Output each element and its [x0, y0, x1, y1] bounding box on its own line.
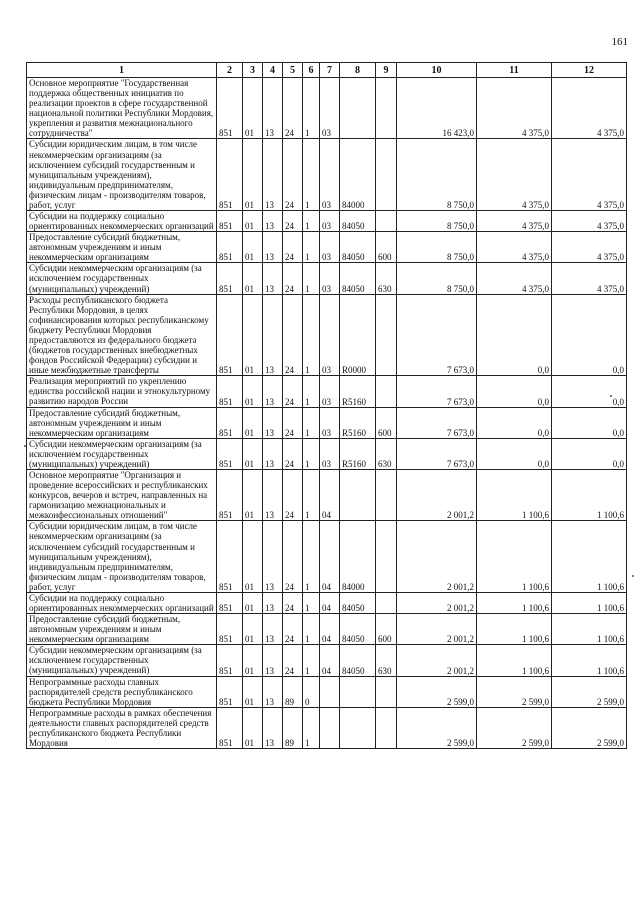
cell-col-12: 1 100,6 — [552, 469, 627, 520]
cell-col-5: 24 — [283, 139, 303, 211]
cell-col-10: 7 673,0 — [397, 407, 477, 438]
cell-col-8: 84050 — [340, 232, 376, 263]
cell-col-8: 84050 — [340, 592, 376, 613]
cell-col-4: 13 — [263, 707, 283, 748]
cell-col-10: 7 673,0 — [397, 438, 477, 469]
cell-col-4: 13 — [263, 438, 283, 469]
header-col-2: 2 — [217, 63, 243, 78]
cell-col-10: 2 001,2 — [397, 645, 477, 676]
table-row — [27, 645, 627, 676]
cell-col-8: 84050 — [340, 645, 376, 676]
cell-col-10: 2 001,2 — [397, 521, 477, 593]
cell-col-2: 851 — [217, 469, 243, 520]
cell-col-10: 2 001,2 — [397, 592, 477, 613]
cell-col-9: 630 — [376, 645, 397, 676]
cell-col-7 — [320, 707, 340, 748]
cell-col-6: 1 — [303, 211, 320, 232]
cell-col-12: 1 100,6 — [552, 521, 627, 593]
cell-col-2: 851 — [217, 645, 243, 676]
cell-col-11: 1 100,6 — [477, 645, 552, 676]
cell-col-2: 851 — [217, 676, 243, 707]
cell-col-11: 2 599,0 — [477, 707, 552, 748]
header-col-4: 4 — [263, 63, 283, 78]
cell-col-2: 851 — [217, 438, 243, 469]
cell-col-11: 1 100,6 — [477, 614, 552, 645]
cell-col-10: 7 673,0 — [397, 294, 477, 376]
cell-col-12: 0,0 — [552, 438, 627, 469]
cell-col-7: 03 — [320, 376, 340, 407]
table-row — [27, 232, 627, 263]
cell-col-9: 630 — [376, 438, 397, 469]
cell-col-12: 4 375,0 — [552, 78, 627, 139]
cell-col-3: 01 — [243, 645, 263, 676]
header-col-10: 10 — [397, 63, 477, 78]
cell-col-6: 1 — [303, 438, 320, 469]
cell-col-9: 600 — [376, 614, 397, 645]
cell-col-9 — [376, 211, 397, 232]
cell-col-11: 4 375,0 — [477, 263, 552, 294]
cell-col-4: 13 — [263, 521, 283, 593]
cell-col-3: 01 — [243, 407, 263, 438]
table-row — [27, 294, 627, 376]
cell-col-8: R0000 — [340, 294, 376, 376]
cell-col-9 — [376, 592, 397, 613]
cell-col-2: 851 — [217, 614, 243, 645]
cell-col-2: 851 — [217, 78, 243, 139]
cell-col-7: 04 — [320, 645, 340, 676]
cell-col-4: 13 — [263, 469, 283, 520]
cell-col-8: 84050 — [340, 211, 376, 232]
cell-col-4: 13 — [263, 232, 283, 263]
cell-col-7: 04 — [320, 614, 340, 645]
cell-col-2: 851 — [217, 294, 243, 376]
cell-col-7: 03 — [320, 294, 340, 376]
cell-col-12: 4 375,0 — [552, 211, 627, 232]
cell-col-8: R5160 — [340, 407, 376, 438]
cell-name: Основное мероприятие "Государственная поддержка общественных инициатив по реализации проектов в сфере государственной национальной политики Республики Мордовия, укрепления и развития межнационального сотрудничества" — [27, 78, 217, 139]
cell-col-9 — [376, 469, 397, 520]
table-row — [27, 592, 627, 613]
cell-col-4: 13 — [263, 263, 283, 294]
cell-name: Предоставление субсидий бюджетным, автономным учреждениям и иным некоммерческим организациям — [27, 407, 217, 438]
cell-col-5: 89 — [283, 676, 303, 707]
cell-name: Непрограммные расходы главных распорядителей средств республиканского бюджета Республики Мордовия — [27, 676, 217, 707]
cell-col-2: 851 — [217, 263, 243, 294]
cell-col-3: 01 — [243, 469, 263, 520]
header-col-6: 6 — [303, 63, 320, 78]
cell-name: Непрограммные расходы в рамках обеспечения деятельности главных распорядителей средств республиканского бюджета Республики Мордовия — [27, 707, 217, 748]
cell-col-3: 01 — [243, 78, 263, 139]
cell-col-11: 4 375,0 — [477, 211, 552, 232]
cell-col-2: 851 — [217, 376, 243, 407]
scan-speck — [610, 395, 612, 397]
cell-col-5: 24 — [283, 521, 303, 593]
cell-col-7: 04 — [320, 469, 340, 520]
cell-col-12: 0,0 — [552, 407, 627, 438]
cell-col-8 — [340, 676, 376, 707]
cell-name: Субсидии некоммерческим организациям (за исключением государственных (муниципальных) учреждений) — [27, 438, 217, 469]
table-row — [27, 139, 627, 211]
cell-col-11: 0,0 — [477, 294, 552, 376]
cell-col-9 — [376, 294, 397, 376]
cell-col-5: 24 — [283, 263, 303, 294]
cell-col-6: 1 — [303, 263, 320, 294]
cell-col-10: 2 001,2 — [397, 614, 477, 645]
cell-col-12: 1 100,6 — [552, 592, 627, 613]
cell-col-7: 03 — [320, 263, 340, 294]
cell-col-4: 13 — [263, 407, 283, 438]
table-row — [27, 78, 627, 139]
cell-col-12: 0,0 — [552, 376, 627, 407]
cell-col-3: 01 — [243, 676, 263, 707]
header-col-11: 11 — [477, 63, 552, 78]
cell-col-6: 1 — [303, 407, 320, 438]
cell-col-6: 0 — [303, 676, 320, 707]
cell-col-2: 851 — [217, 592, 243, 613]
cell-col-11: 4 375,0 — [477, 232, 552, 263]
cell-col-3: 01 — [243, 521, 263, 593]
cell-name: Субсидии юридическим лицам, в том числе некоммерческим организациям (за исключением субсидий государственным и муниципальным учреждениям), индивидуальным предпринимателям, физическим лицам - производителям товаров, работ, услуг — [27, 521, 217, 593]
cell-col-9 — [376, 78, 397, 139]
cell-col-12: 4 375,0 — [552, 139, 627, 211]
cell-col-6: 1 — [303, 78, 320, 139]
header-col-3: 3 — [243, 63, 263, 78]
cell-col-12: 2 599,0 — [552, 707, 627, 748]
cell-name: Субсидии некоммерческим организациям (за исключением государственных (муниципальных) учреждений) — [27, 645, 217, 676]
cell-name: Субсидии на поддержку социально ориентированных некоммерческих организаций — [27, 592, 217, 613]
cell-col-7: 03 — [320, 407, 340, 438]
cell-col-4: 13 — [263, 78, 283, 139]
cell-col-6: 1 — [303, 707, 320, 748]
cell-col-10: 16 423,0 — [397, 78, 477, 139]
cell-col-10: 8 750,0 — [397, 139, 477, 211]
cell-col-6: 1 — [303, 232, 320, 263]
table-row — [27, 676, 627, 707]
table-body — [27, 78, 627, 749]
cell-col-6: 1 — [303, 294, 320, 376]
cell-name: Реализация мероприятий по укреплению единства российской нации и этнокультурному развитию народов России — [27, 376, 217, 407]
cell-col-5: 24 — [283, 294, 303, 376]
cell-col-6: 1 — [303, 376, 320, 407]
cell-col-10: 8 750,0 — [397, 232, 477, 263]
page-number: 161 — [611, 36, 628, 48]
cell-col-11: 1 100,6 — [477, 469, 552, 520]
cell-col-9 — [376, 707, 397, 748]
cell-col-3: 01 — [243, 707, 263, 748]
cell-col-11: 4 375,0 — [477, 139, 552, 211]
cell-col-7: 03 — [320, 438, 340, 469]
cell-col-9: 600 — [376, 232, 397, 263]
cell-col-6: 1 — [303, 614, 320, 645]
cell-col-3: 01 — [243, 376, 263, 407]
table-row — [27, 263, 627, 294]
cell-col-9 — [376, 376, 397, 407]
scan-speck — [632, 575, 634, 577]
cell-col-10: 2 599,0 — [397, 707, 477, 748]
cell-col-8 — [340, 78, 376, 139]
cell-col-4: 13 — [263, 592, 283, 613]
cell-col-2: 851 — [217, 211, 243, 232]
header-col-5: 5 — [283, 63, 303, 78]
cell-col-8: R5160 — [340, 438, 376, 469]
cell-col-5: 24 — [283, 592, 303, 613]
cell-col-3: 01 — [243, 139, 263, 211]
cell-col-5: 89 — [283, 707, 303, 748]
cell-col-12: 0,0 — [552, 294, 627, 376]
cell-col-3: 01 — [243, 263, 263, 294]
budget-table — [26, 62, 627, 749]
cell-col-12: 2 599,0 — [552, 676, 627, 707]
cell-col-7: 04 — [320, 592, 340, 613]
header-col-1: 1 — [27, 63, 217, 78]
cell-col-8: 84050 — [340, 263, 376, 294]
cell-col-5: 24 — [283, 376, 303, 407]
cell-col-8 — [340, 469, 376, 520]
cell-col-9: 630 — [376, 263, 397, 294]
cell-col-5: 24 — [283, 614, 303, 645]
cell-col-3: 01 — [243, 438, 263, 469]
cell-col-12: 4 375,0 — [552, 263, 627, 294]
cell-col-10: 2 001,2 — [397, 469, 477, 520]
table-row — [27, 407, 627, 438]
table-row — [27, 521, 627, 593]
cell-col-12: 4 375,0 — [552, 232, 627, 263]
header-col-7: 7 — [320, 63, 340, 78]
cell-col-5: 24 — [283, 469, 303, 520]
cell-col-2: 851 — [217, 232, 243, 263]
cell-col-7: 04 — [320, 521, 340, 593]
cell-name: Субсидии на поддержку социально ориентированных некоммерческих организаций — [27, 211, 217, 232]
cell-col-9 — [376, 676, 397, 707]
cell-col-8: 84050 — [340, 614, 376, 645]
cell-col-11: 2 599,0 — [477, 676, 552, 707]
cell-name: Субсидии юридическим лицам, в том числе некоммерческим организациям (за исключением субсидий государственным и муниципальным учреждениям), индивидуальным предпринимателям, физическим лицам - производителям товаров, работ, услуг — [27, 139, 217, 211]
cell-col-6: 1 — [303, 521, 320, 593]
cell-col-2: 851 — [217, 139, 243, 211]
cell-col-8 — [340, 707, 376, 748]
cell-col-8: 84000 — [340, 139, 376, 211]
cell-col-10: 8 750,0 — [397, 211, 477, 232]
cell-col-5: 24 — [283, 78, 303, 139]
cell-col-7: 03 — [320, 232, 340, 263]
cell-col-10: 7 673,0 — [397, 376, 477, 407]
cell-name: Предоставление субсидий бюджетным, автономным учреждениям и иным некоммерческим организациям — [27, 232, 217, 263]
cell-col-4: 13 — [263, 294, 283, 376]
cell-col-7: 03 — [320, 78, 340, 139]
cell-col-6: 1 — [303, 645, 320, 676]
cell-col-3: 01 — [243, 294, 263, 376]
cell-col-9 — [376, 521, 397, 593]
table-row — [27, 614, 627, 645]
cell-col-3: 01 — [243, 592, 263, 613]
cell-name: Предоставление субсидий бюджетным, автономным учреждениям и иным некоммерческим организациям — [27, 614, 217, 645]
cell-col-11: 0,0 — [477, 376, 552, 407]
header-col-9: 9 — [376, 63, 397, 78]
table-row — [27, 376, 627, 407]
cell-col-6: 1 — [303, 469, 320, 520]
cell-col-5: 24 — [283, 645, 303, 676]
cell-col-10: 8 750,0 — [397, 263, 477, 294]
cell-col-6: 1 — [303, 592, 320, 613]
table-row — [27, 707, 627, 748]
cell-name: Субсидии некоммерческим организациям (за исключением государственных (муниципальных) учреждений) — [27, 263, 217, 294]
cell-col-4: 13 — [263, 614, 283, 645]
cell-col-12: 1 100,6 — [552, 645, 627, 676]
cell-col-11: 0,0 — [477, 407, 552, 438]
header-col-12: 12 — [552, 63, 627, 78]
cell-col-2: 851 — [217, 521, 243, 593]
cell-col-4: 13 — [263, 676, 283, 707]
cell-col-5: 24 — [283, 407, 303, 438]
cell-col-3: 01 — [243, 211, 263, 232]
cell-col-6: 1 — [303, 139, 320, 211]
cell-col-4: 13 — [263, 376, 283, 407]
cell-col-9: 600 — [376, 407, 397, 438]
header-col-8: 8 — [340, 63, 376, 78]
cell-col-7: 03 — [320, 139, 340, 211]
cell-col-5: 24 — [283, 232, 303, 263]
cell-name: Основное мероприятие "Организация и проведение всероссийских и республиканских конкурсов, вечеров и встреч, направленных на гармонизацию межнациональных и межконфессиональных отношений" — [27, 469, 217, 520]
cell-col-12: 1 100,6 — [552, 614, 627, 645]
cell-col-4: 13 — [263, 211, 283, 232]
cell-col-2: 851 — [217, 707, 243, 748]
cell-col-5: 24 — [283, 438, 303, 469]
cell-col-2: 851 — [217, 407, 243, 438]
cell-col-11: 1 100,6 — [477, 592, 552, 613]
cell-col-9 — [376, 139, 397, 211]
cell-col-10: 2 599,0 — [397, 676, 477, 707]
cell-col-5: 24 — [283, 211, 303, 232]
cell-col-11: 0,0 — [477, 438, 552, 469]
table-row — [27, 438, 627, 469]
cell-col-11: 4 375,0 — [477, 78, 552, 139]
cell-col-4: 13 — [263, 645, 283, 676]
cell-col-7 — [320, 676, 340, 707]
table-row — [27, 469, 627, 520]
cell-col-8: 84000 — [340, 521, 376, 593]
header-row — [27, 63, 627, 78]
table-row — [27, 211, 627, 232]
cell-col-3: 01 — [243, 232, 263, 263]
cell-col-11: 1 100,6 — [477, 521, 552, 593]
cell-col-7: 03 — [320, 211, 340, 232]
cell-col-4: 13 — [263, 139, 283, 211]
cell-col-3: 01 — [243, 614, 263, 645]
cell-col-8: R5160 — [340, 376, 376, 407]
cell-name: Расходы республиканского бюджета Республики Мордовия, в целях софинансирования которых республиканскому бюджету Республики Мордовия предоставляются из федерального бюджета (бюджетов государственных внебюджетных фондов Российской Федерации) субсидии и иные межбюджетные трансферты — [27, 294, 217, 376]
scan-speck — [24, 445, 26, 447]
